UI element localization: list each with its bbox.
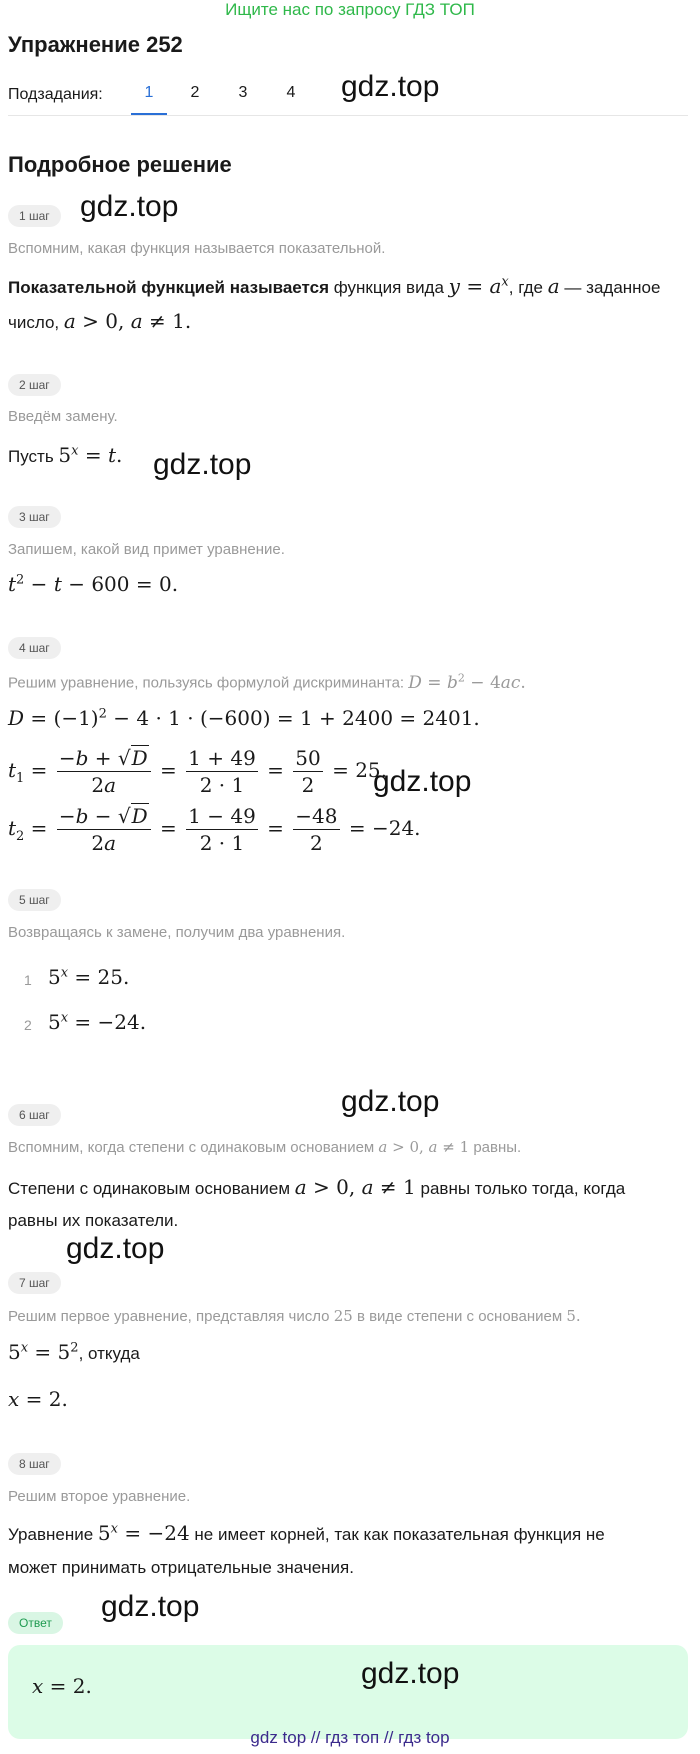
tab-4[interactable]: 4: [286, 84, 296, 101]
watermark: gdz.top: [341, 70, 440, 103]
page-title: Упражнение 252: [8, 32, 183, 57]
watermark: gdz.top: [153, 448, 252, 481]
step-badge-5: 5 шаг: [8, 889, 61, 911]
active-tab-indicator: [131, 113, 167, 115]
step-badge-6: 6 шаг: [8, 1104, 61, 1126]
tabs-divider: [8, 115, 688, 116]
list-number-2: 2: [24, 1017, 32, 1033]
subtasks-label: Подзадания:: [8, 86, 103, 103]
step-hint-2: Введём замену.: [8, 408, 118, 425]
equation-1: $5^x = 25$.: [48, 965, 130, 989]
solution-x: x = 2.: [8, 1387, 68, 1411]
list-number-1: 1: [24, 972, 32, 988]
step-hint-6: Вспомним, когда степени с одинаковым основанием a > 0, a ≠ 1 равны.: [8, 1138, 522, 1156]
search-banner[interactable]: Ищите нас по запросу ГДЗ ТОП: [225, 0, 475, 19]
discriminant-calc: $D = (-1)^2 - 4 \cdot 1 \cdot (-600) = 1 + 2400 = 2401$.: [8, 706, 480, 730]
step-hint-1: Вспомним, какая функция называется показательной.: [8, 240, 386, 257]
step-text-6b: равны их показатели.: [8, 1211, 179, 1230]
answer-value: x = 2.: [32, 1674, 92, 1698]
step-text-7: $5^x = 5^2$, откуда: [8, 1340, 140, 1364]
step-hint-7: Решим первое уравнение, представляя число 25 в виде степени с основанием 5.: [8, 1307, 581, 1325]
step-text-1: Показательной функцией называется функция вида $y = a^x$, где a — заданное: [8, 274, 661, 298]
step-badge-4: 4 шаг: [8, 637, 61, 659]
step-text-1b: число, a > 0, a ≠ 1.: [8, 309, 192, 333]
step-text-8: Уравнение $5^x = -24$ не имеет корней, так как показательная функция не: [8, 1521, 605, 1545]
equation-2: $5^x = -24$.: [48, 1010, 147, 1034]
step-badge-1: 1 шаг: [8, 205, 61, 227]
step-hint-3: Запишем, какой вид примет уравнение.: [8, 541, 285, 558]
step-hint-8: Решим второе уравнение.: [8, 1488, 191, 1505]
watermark: gdz.top: [101, 1590, 200, 1623]
watermark: gdz.top: [341, 1085, 440, 1118]
root-t2: $t_2$ = $\frac{-b - √D}{2a}$ = $\frac{1 - 49}{2 \cdot 1}$ = $\frac{-48}{2}$ = −24.: [8, 804, 421, 855]
step-hint-4: Решим уравнение, пользуясь формулой дискриминанта: $D = b^2 - 4ac$.: [8, 671, 526, 693]
answer-box: [8, 1645, 688, 1739]
section-title: Подробное решение: [8, 152, 232, 177]
footer-links[interactable]: gdz top // гдз топ // гдз top: [250, 1728, 450, 1747]
watermark: gdz.top: [66, 1232, 165, 1265]
tab-2[interactable]: 2: [190, 84, 200, 101]
answer-badge: Ответ: [8, 1612, 63, 1634]
root-t1: $t_1$ = $\frac{-b + √D}{2a}$ = $\frac{1 + 49}{2 \cdot 1}$ = $\frac{50}{2}$ = 25.: [8, 746, 388, 797]
tab-3[interactable]: 3: [238, 84, 248, 101]
watermark: gdz.top: [361, 1657, 460, 1690]
step-badge-3: 3 шаг: [8, 506, 61, 528]
step-badge-8: 8 шаг: [8, 1453, 61, 1475]
tab-1[interactable]: 1: [144, 84, 154, 101]
watermark: gdz.top: [373, 765, 472, 798]
watermark: gdz.top: [80, 190, 179, 223]
step-badge-2: 2 шаг: [8, 374, 61, 396]
step-text-6: Степени с одинаковым основанием a > 0, a ≠ 1 равны только тогда, когда: [8, 1175, 626, 1199]
step-text-2: Пусть $5^x = t$.: [8, 443, 123, 467]
step-text-8b: может принимать отрицательные значения.: [8, 1558, 354, 1577]
step-hint-5: Возвращаясь к замене, получим два уравнения.: [8, 924, 346, 941]
step-badge-7: 7 шаг: [8, 1272, 61, 1294]
equation-quadratic: $t^2 - t - 600 = 0$.: [8, 572, 179, 596]
